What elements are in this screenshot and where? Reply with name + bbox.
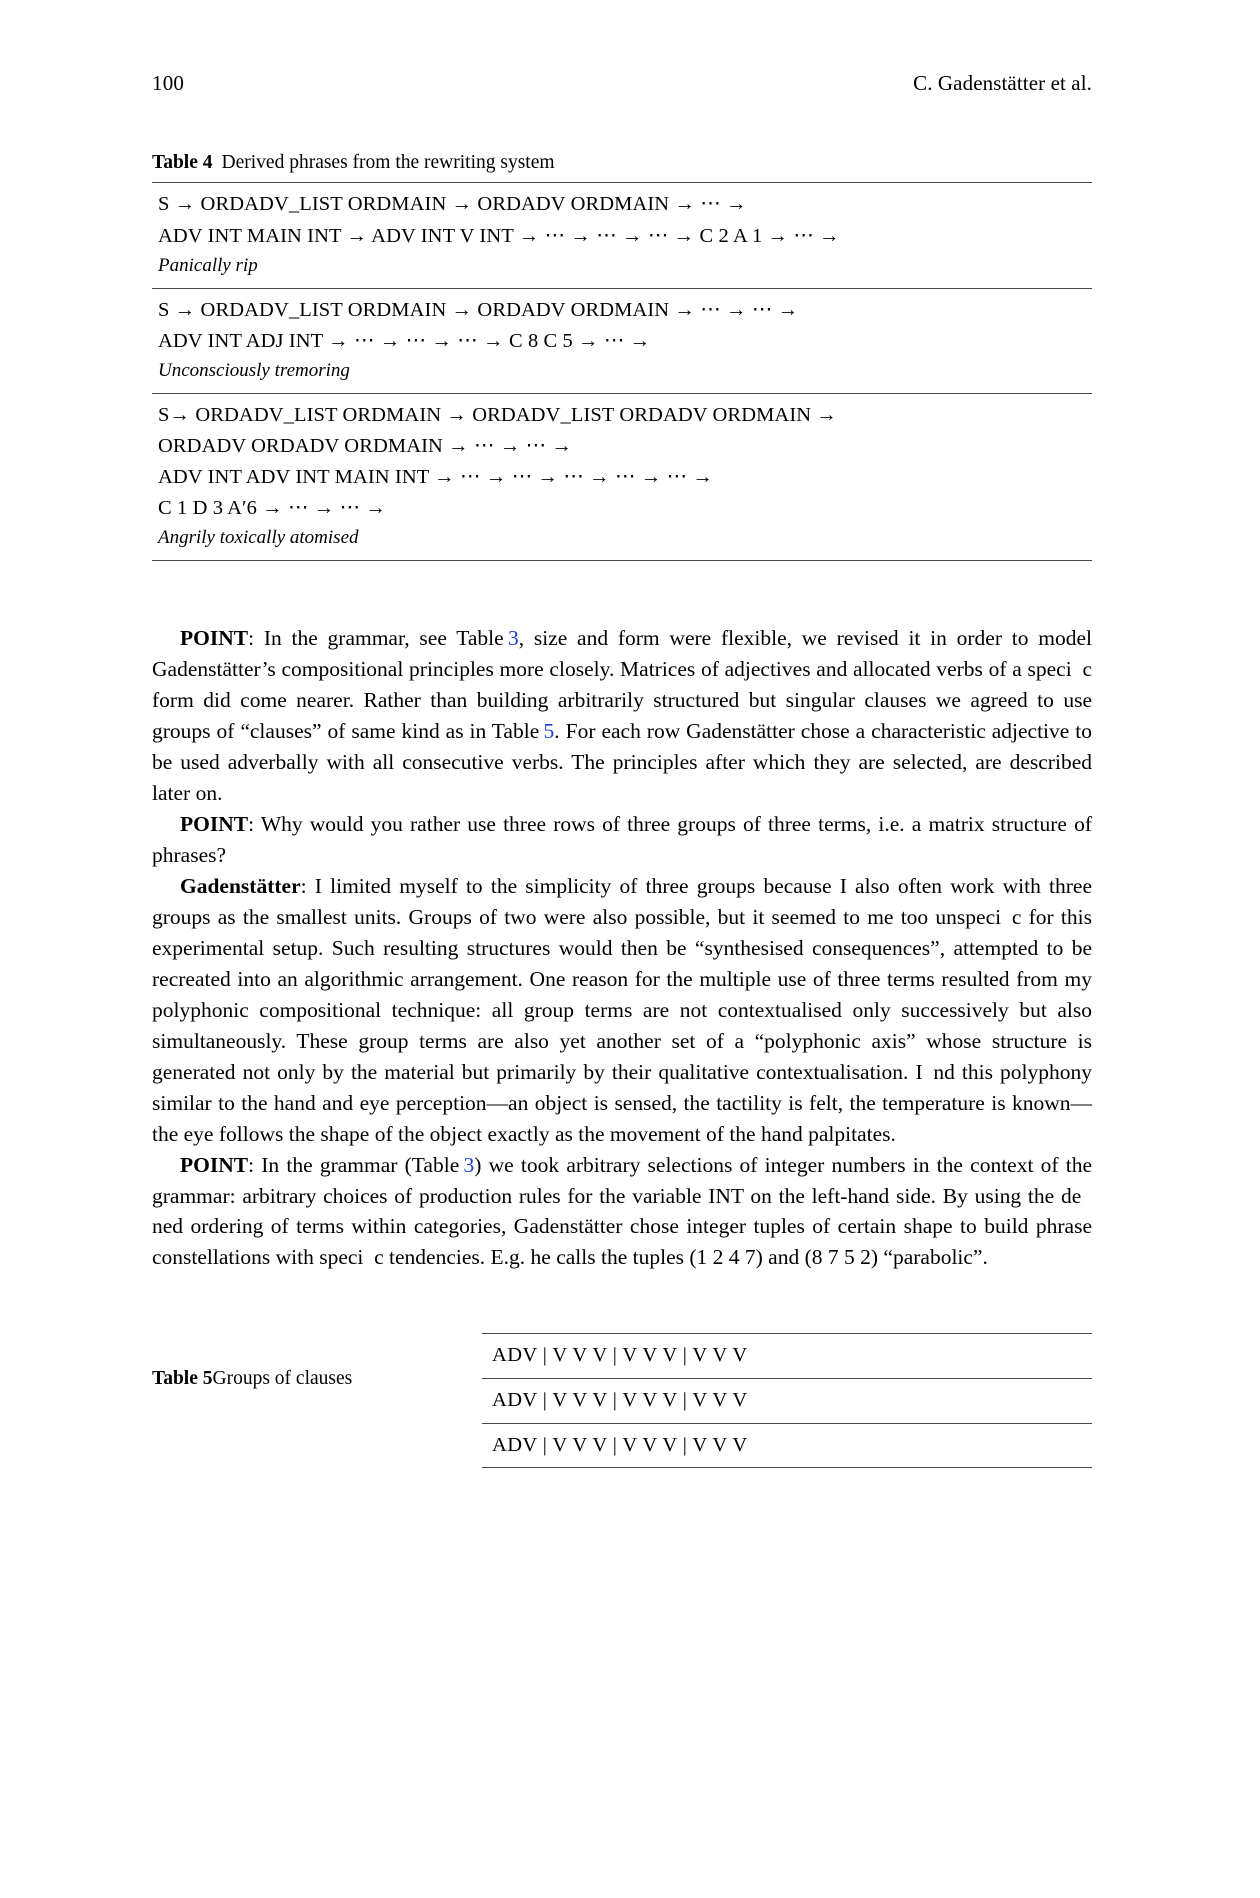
derivation-line: S → ORDADV_LIST ORDMAIN → ORDADV ORDMAIN → ⋯ →: [158, 193, 747, 216]
derivation-line: ADV INT ADV INT MAIN INT → ⋯ → ⋯ → ⋯ → ⋯ → ⋯ →: [158, 466, 714, 489]
table-5-block: [152, 1333, 1092, 1468]
running-head-authors: C. Gadenstätter et al.: [913, 71, 1092, 95]
derivation-line: S→ ORDADV_LIST ORDMAIN → ORDADV_LIST ORDADV ORDMAIN →: [158, 403, 837, 426]
table-reference-link[interactable]: 3: [507, 626, 519, 651]
paragraph-text: : In the grammar, see Table: [248, 626, 508, 651]
table-cell-clause-group: ADV | V V V | V V V | V V V: [482, 1379, 1092, 1424]
table-5-caption-text: Groups of clauses: [212, 1368, 353, 1390]
derivation-line: ADV INT ADJ INT → ⋯ → ⋯ → ⋯ → C 8 C 5 → ⋯ →: [158, 329, 651, 352]
table-cell-clause-group: ADV | V V V | V V V | V V V: [482, 1334, 1092, 1379]
body-paragraph: [152, 809, 1092, 871]
table-5-caption: [152, 1333, 482, 1391]
table-cell-derivation: [152, 183, 1092, 288]
table-4-caption: [152, 151, 1092, 175]
table-cell-derivation: [152, 288, 1092, 393]
table-4: [152, 182, 1092, 561]
body-paragraph: [152, 623, 1092, 809]
derivation-line: C 1 D 3 A′6 → ⋯ → ⋯ →: [158, 497, 387, 520]
speaker-label: POINT: [180, 812, 249, 837]
derivation-gloss: Panically rip: [158, 254, 258, 276]
derivation-block: [152, 183, 1092, 287]
paragraph-text: , size and form were flexible, we revised it in order to model Gadenstätter’s compositional principles more closely. Matrices of adjectives and allocated verbs of a speci c form did come nearer. Rather than building arbitrarily structured but singular clauses we agreed to use groups of “clauses” of same kind as in Table: [152, 626, 1092, 744]
derivation-gloss: Unconsciously tremoring: [158, 359, 350, 381]
table-row: [482, 1423, 1092, 1468]
table-4-block: [152, 151, 1092, 561]
table-row: [152, 183, 1092, 288]
paragraph-text: : I limited myself to the simplicity of three groups because I also often work with three groups as the smallest units. Groups of two were also possible, but it seemed to me too unspeci c for this experimental setup. Such resulting structures would then be “synthesised consequences”, attempted to be recreated into an algorithmic arrangement. One reason for the multiple use of three terms resulted from my polyphonic compositional technique: all group terms are not contextualised only successively but also simultaneously. These group terms are also yet another set of a “polyphonic axis” whose structure is generated not only by the material but primarily by their qualitative contextualisation. I nd this polyphony similar to the hand and eye perception—an object is sensed, the tactility is felt, the temperature is known—the eye follows the shape of the object exactly as the movement of the hand palpitates.: [152, 873, 1092, 1146]
paragraph-text: . For each row Gadenstätter chose a characteristic adjective to be used adverbally with all consecutive verbs. The principles after which they are selected, are described later on.: [152, 719, 1092, 806]
body-text: [152, 623, 1092, 1273]
body-paragraph: [152, 1150, 1092, 1274]
derivation-block: [152, 289, 1092, 393]
running-head: [152, 72, 1092, 95]
table-reference-link[interactable]: 5: [543, 719, 555, 744]
page-content: [152, 72, 1092, 1468]
paragraph-text: : Why would you rather use three rows of three groups of three terms, i.e. a matrix structure of phrases?: [152, 812, 1092, 868]
table-row: [482, 1334, 1092, 1379]
table-row: [152, 288, 1092, 393]
table-row: [152, 393, 1092, 561]
table-row: [482, 1379, 1092, 1424]
table-cell-clause-group: ADV | V V V | V V V | V V V: [482, 1423, 1092, 1468]
page-number: 100: [152, 71, 185, 95]
speaker-label: POINT: [180, 626, 249, 651]
body-paragraph: [152, 871, 1092, 1150]
paragraph-text: : In the grammar (Table: [248, 1152, 464, 1177]
table-5: [482, 1333, 1092, 1468]
speaker-label: Gadenstätter: [180, 873, 301, 898]
derivation-line: ORDADV ORDADV ORDMAIN → ⋯ → ⋯ →: [158, 435, 573, 457]
table-5-label: Table 5: [152, 1368, 213, 1390]
speaker-label: POINT: [180, 1152, 249, 1177]
derivation-line: ADV INT MAIN INT → ADV INT V INT → ⋯ → ⋯ → ⋯ → C 2 A 1 → ⋯ →: [158, 224, 840, 247]
derivation-line: S → ORDADV_LIST ORDMAIN → ORDADV ORDMAIN → ⋯ → ⋯ →: [158, 298, 799, 321]
paragraph-text: ) we took arbitrary selections of integer numbers in the context of the grammar: arbitrary choices of production rules for the variable INT on the left-hand side. By using the de ned ordering of terms within categories, Gadenstätter chose integer tuples of certain shape to build phrase constellations with speci c tendencies. E.g. he calls the tuples (1 2 4 7) and (8 7 5 2) “parabolic”.: [152, 1152, 1093, 1270]
derivation-gloss: Angrily toxically atomised: [158, 527, 359, 549]
derivation-block: [152, 394, 1092, 561]
table-4-caption-text: Derived phrases from the rewriting system: [221, 152, 555, 174]
table-5-body: [482, 1333, 1092, 1468]
table-4-label: Table 4: [152, 152, 213, 174]
table-cell-derivation: [152, 393, 1092, 561]
table-reference-link[interactable]: 3: [463, 1152, 475, 1177]
